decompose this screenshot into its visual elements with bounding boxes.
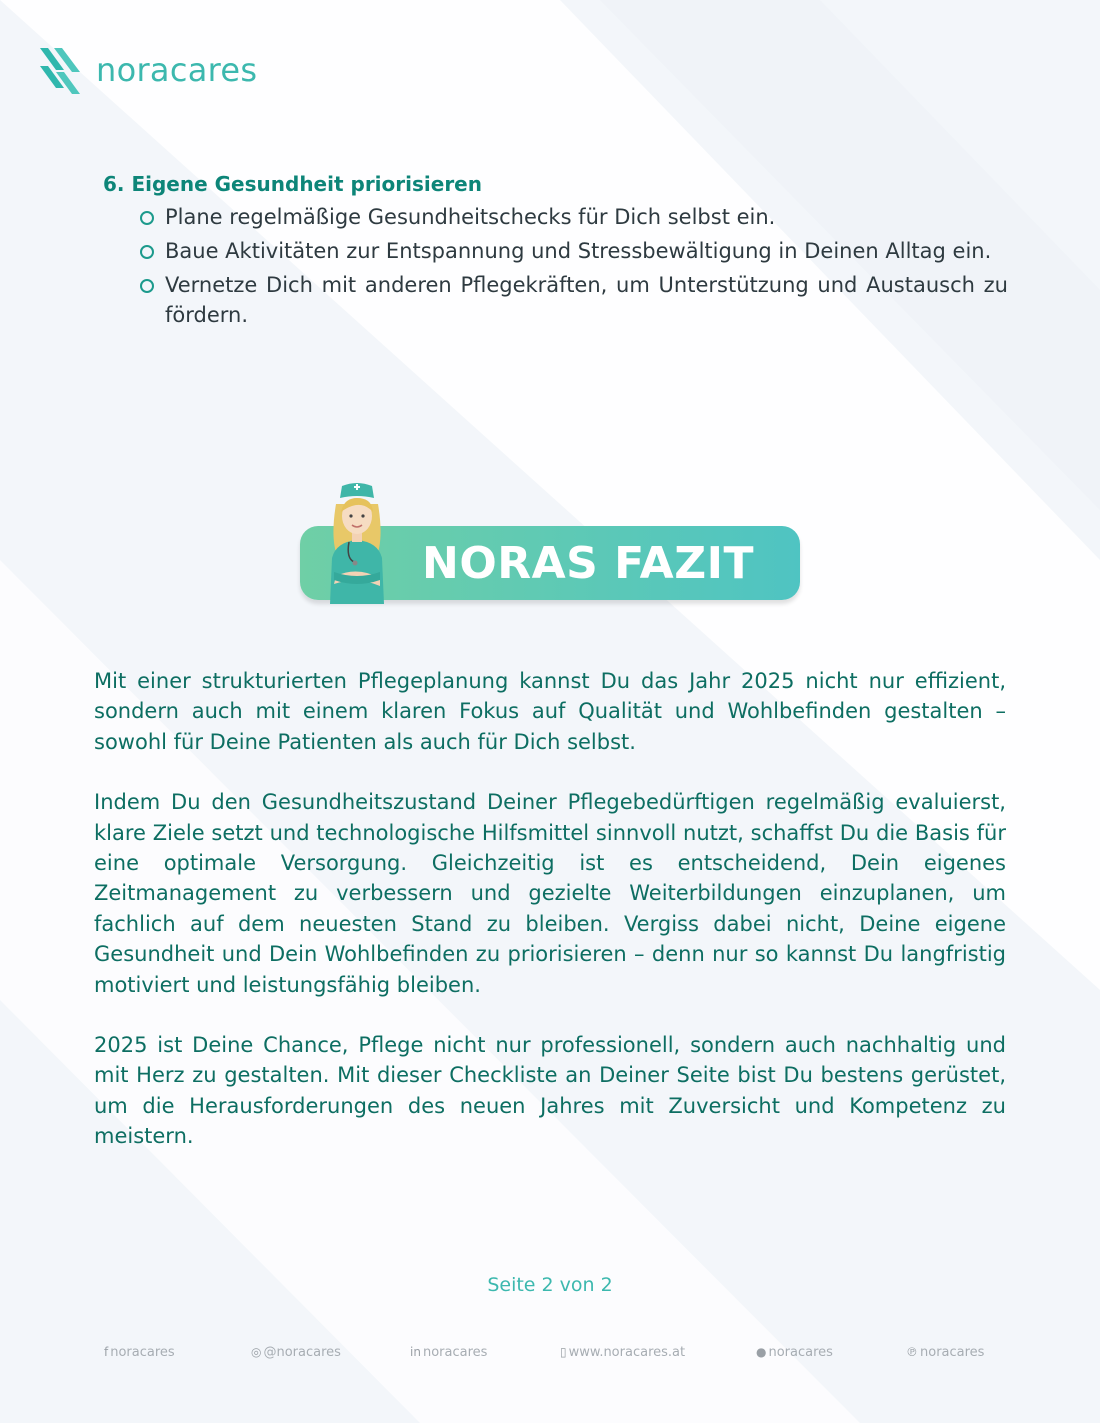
health-section [103,172,1008,334]
banner-title: NORAS FAZIT [422,538,755,589]
list-item: Baue Aktivitäten zur Entspannung und Stressbewältigung in Deinen Alltag ein. [103,236,1008,266]
phone-icon: ▯ [560,1345,567,1359]
pinterest-icon: ℗ [906,1345,918,1359]
footer-website-link[interactable]: ▯ www.noracares.at [560,1345,686,1360]
circle-bullet-icon [140,245,154,259]
brand-logo[interactable] [38,44,257,96]
facebook-icon: f [104,1345,109,1359]
brand-name: noracares [96,51,258,89]
section-heading: 6. Eigene Gesundheit priorisieren [103,172,482,196]
footer-pinterest-link[interactable]: ℗ noracares [906,1345,985,1360]
paragraph: Mit einer strukturierten Pflegeplanung kannst Du das Jahr 2025 nicht nur effizient, sondern auch mit einem klaren Fokus auf Qualität und Wohlbefinden gestalten – sowohl für Deine Patienten als auch für Dich selbst. [94,669,1006,754]
paragraph: 2025 ist Deine Chance, Pflege nicht nur professionell, sondern auch nachhaltig und mit Herz zu gestalten. Mit dieser Checkliste an Deiner Seite bist Du bestens gerüstet, um die Herausforderungen des neuen Jahres mit Zuversicht und Kompetenz zu meistern. [94,1033,1006,1149]
footer-linkedin-link[interactable]: in noracares [410,1345,488,1360]
footer-spotify-link[interactable]: ● noracares [756,1345,833,1360]
fazit-banner [300,480,802,610]
paragraph: Indem Du den Gesundheitszustand Deiner Pflegebedürftigen regelmäßig evaluierst, klare Ziele setzt und technologische Hilfsmittel sinnvoll nutzt, schaffst Du die Basis für eine optimale Versorgung. Gleichzeitig ist es entscheidend, Dein eigenes Zeitmanagement zu verbessern und gezielte Weiterbildungen einzuplanen, um fachlich auf dem neuesten Stand zu bleiben. Vergiss dabei nicht, Deine eigene Gesundheit und Dein Wohlbefinden zu priorisieren – denn nur so kannst Du langfristig motiviert und leistungsfähig bleiben. [94,790,1006,997]
circle-bullet-icon [140,211,154,225]
bullet-list [103,202,1008,330]
conclusion-text [94,666,1006,1182]
instagram-icon: ◎ [251,1345,262,1359]
social-footer [0,1345,1100,1365]
noracares-logo-icon [38,44,82,96]
footer-instagram-link[interactable]: ◎ @noracares [251,1345,341,1360]
nurse-illustration-icon [322,480,392,604]
linkedin-icon: in [410,1345,421,1359]
list-item: Vernetze Dich mit anderen Pflegekräften, um Unterstützung und Austausch zu fördern. [103,270,1008,330]
list-item: Plane regelmäßige Gesundheitschecks für Dich selbst ein. [103,202,1008,232]
page-number: Seite 2 von 2 [487,1274,613,1296]
footer-facebook-link[interactable]: f noracares [104,1345,175,1360]
spotify-icon: ● [756,1345,767,1359]
circle-bullet-icon [140,279,154,293]
